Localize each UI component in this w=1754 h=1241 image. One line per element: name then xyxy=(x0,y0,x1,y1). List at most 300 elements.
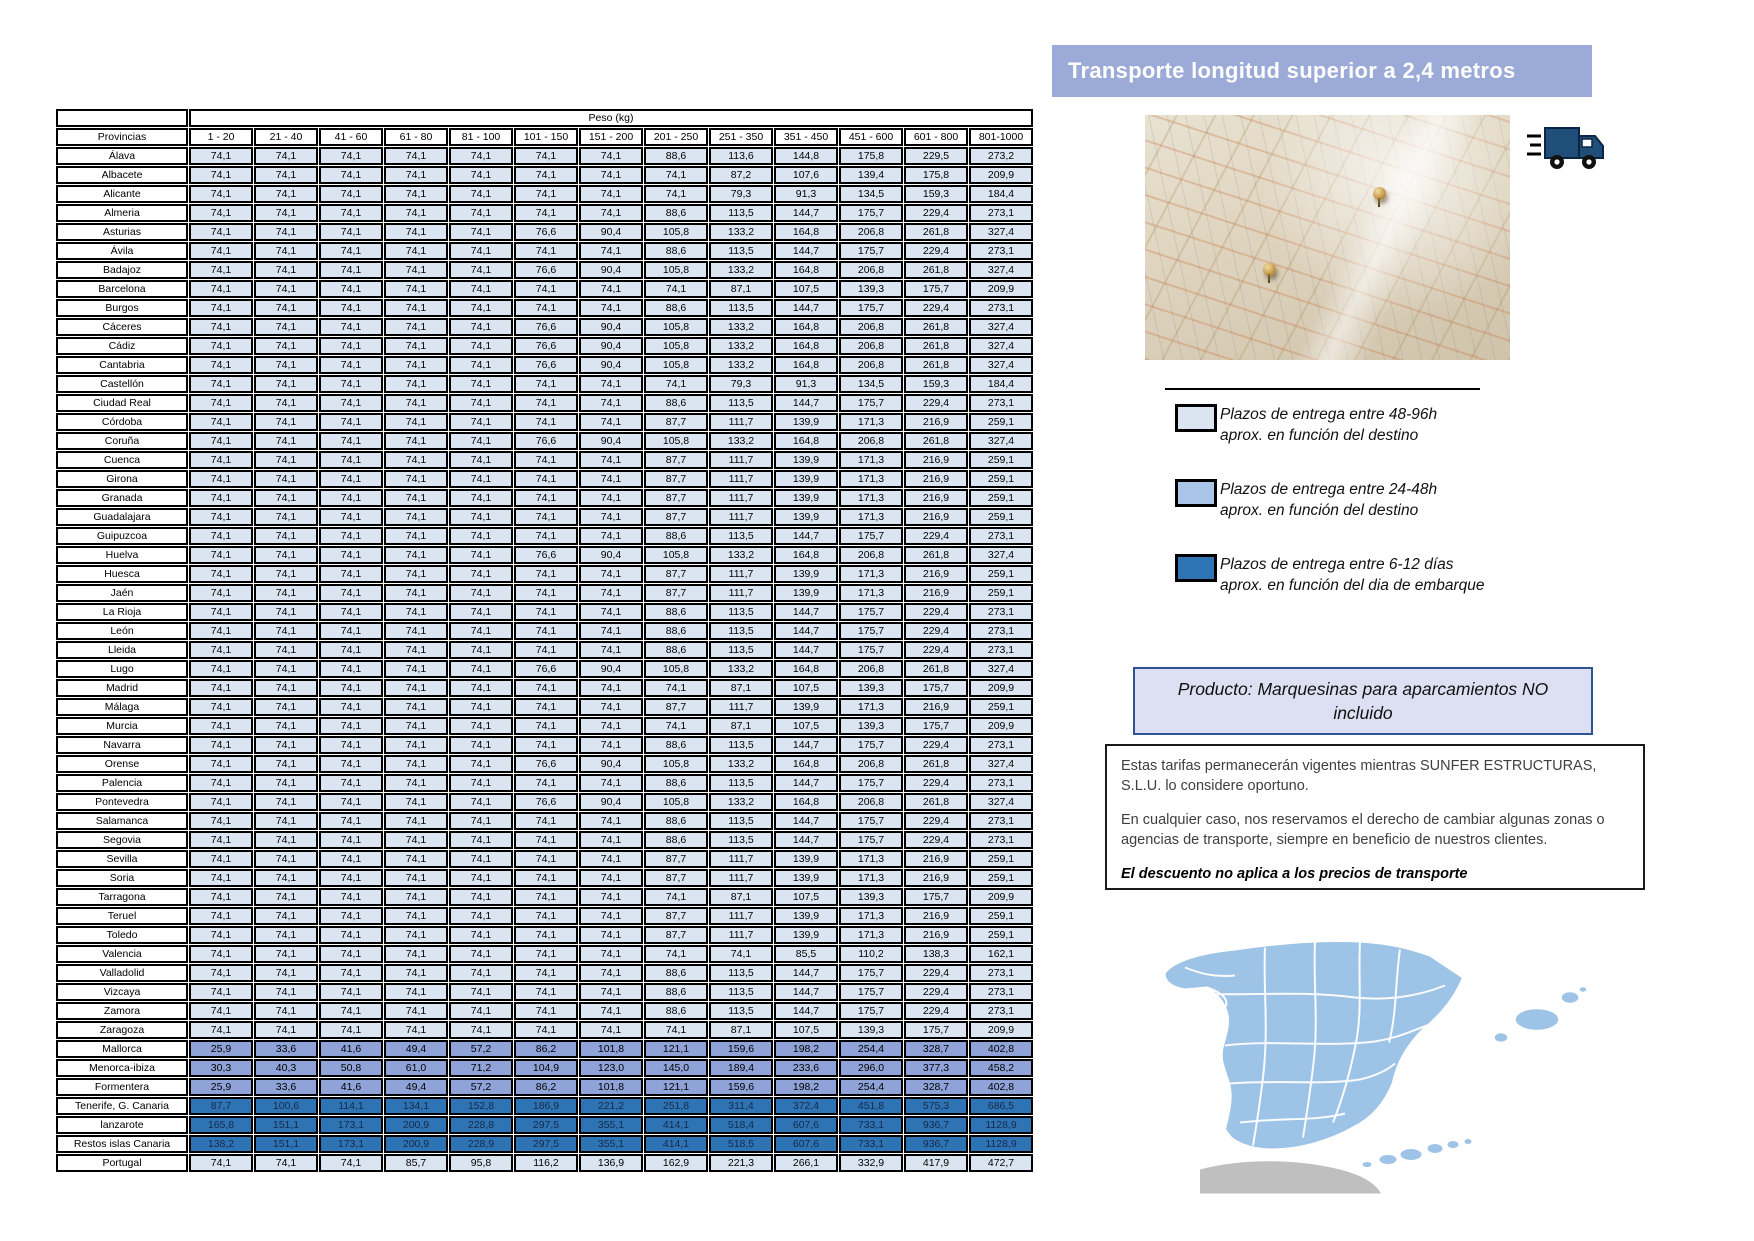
table-row xyxy=(56,546,1033,564)
province-label: Ávila xyxy=(56,242,188,260)
table-cell: 74,1 xyxy=(189,774,253,792)
table-cell: 74,1 xyxy=(189,470,253,488)
table-cell: 74,1 xyxy=(449,679,513,697)
table-cell: 74,1 xyxy=(579,375,643,393)
table-cell: 88,6 xyxy=(644,641,708,659)
province-label: Toledo xyxy=(56,926,188,944)
table-cell: 74,1 xyxy=(449,945,513,963)
table-cell: 111,7 xyxy=(709,926,773,944)
table-cell: 74,1 xyxy=(189,907,253,925)
table-cell: 74,1 xyxy=(384,242,448,260)
province-label: Huesca xyxy=(56,565,188,583)
column-header: 81 - 100 xyxy=(449,128,513,146)
table-cell: 259,1 xyxy=(969,850,1033,868)
table-cell: 175,7 xyxy=(839,527,903,545)
table-cell: 74,1 xyxy=(319,1002,383,1020)
table-row xyxy=(56,1040,1033,1058)
table-cell: 74,1 xyxy=(514,945,578,963)
table-cell: 74,1 xyxy=(514,413,578,431)
table-cell: 74,1 xyxy=(384,964,448,982)
table-cell: 107,5 xyxy=(774,280,838,298)
table-cell: 175,7 xyxy=(839,242,903,260)
table-cell: 105,8 xyxy=(644,337,708,355)
table-cell: 107,5 xyxy=(774,888,838,906)
legend-label: Plazos de entrega entre 24-48h aprox. en función del destino xyxy=(1220,481,1438,519)
table-cell: 74,1 xyxy=(254,546,318,564)
table-cell: 87,1 xyxy=(709,280,773,298)
table-cell: 74,1 xyxy=(579,451,643,469)
table-cell: 74,1 xyxy=(384,1002,448,1020)
table-cell: 87,7 xyxy=(644,451,708,469)
table-cell: 327,4 xyxy=(969,660,1033,678)
table-cell: 74,1 xyxy=(449,470,513,488)
province-label: Jaén xyxy=(56,584,188,602)
table-cell: 86,2 xyxy=(514,1040,578,1058)
map-pin-icon xyxy=(1263,263,1276,276)
terms-paragraph: En cualquier caso, nos reservamos el derecho de cambiar algunas zonas o agencias de transporte, siempre en beneficio de nuestros clientes. xyxy=(1121,812,1605,848)
table-cell: 171,3 xyxy=(839,907,903,925)
table-cell: 74,1 xyxy=(254,204,318,222)
table-cell: 139,9 xyxy=(774,907,838,925)
table-cell: 74,1 xyxy=(189,850,253,868)
table-cell: 686,5 xyxy=(969,1097,1033,1115)
table-cell: 261,8 xyxy=(904,546,968,564)
table-cell: 74,1 xyxy=(189,1002,253,1020)
table-cell: 229,4 xyxy=(904,831,968,849)
table-cell: 113,5 xyxy=(709,242,773,260)
table-cell: 74,1 xyxy=(384,717,448,735)
table-cell: 74,1 xyxy=(189,679,253,697)
table-cell: 74,1 xyxy=(189,831,253,849)
table-cell: 74,1 xyxy=(579,1021,643,1039)
table-cell: 151,1 xyxy=(254,1135,318,1153)
table-cell: 74,1 xyxy=(449,508,513,526)
table-cell: 74,1 xyxy=(189,964,253,982)
table-cell: 88,6 xyxy=(644,774,708,792)
table-cell: 575,3 xyxy=(904,1097,968,1115)
table-cell: 74,1 xyxy=(449,527,513,545)
table-cell: 228,9 xyxy=(449,1135,513,1153)
table-cell: 74,1 xyxy=(189,755,253,773)
table-cell: 74,1 xyxy=(384,793,448,811)
table-cell: 74,1 xyxy=(384,451,448,469)
table-cell: 74,1 xyxy=(189,451,253,469)
table-cell: 74,1 xyxy=(579,166,643,184)
province-label: Tarragona xyxy=(56,888,188,906)
table-cell: 74,1 xyxy=(254,641,318,659)
table-cell: 74,1 xyxy=(579,584,643,602)
column-header: 801-1000 xyxy=(969,128,1033,146)
table-row xyxy=(56,375,1033,393)
column-header: 21 - 40 xyxy=(254,128,318,146)
product-note-box xyxy=(1133,667,1593,735)
table-cell: 74,1 xyxy=(514,622,578,640)
table-row xyxy=(56,622,1033,640)
table-cell: 74,1 xyxy=(254,565,318,583)
table-cell: 74,1 xyxy=(319,242,383,260)
table-row xyxy=(56,470,1033,488)
table-cell: 209,9 xyxy=(969,280,1033,298)
table-cell: 133,2 xyxy=(709,546,773,564)
province-label: Córdoba xyxy=(56,413,188,431)
table-cell: 216,9 xyxy=(904,584,968,602)
table-cell: 144,8 xyxy=(774,147,838,165)
table-cell: 74,1 xyxy=(319,926,383,944)
table-cell: 206,8 xyxy=(839,546,903,564)
table-cell: 113,5 xyxy=(709,964,773,982)
table-cell: 87,7 xyxy=(644,907,708,925)
table-cell: 251,8 xyxy=(644,1097,708,1115)
table-cell: 74,1 xyxy=(384,356,448,374)
table-cell: 74,1 xyxy=(514,451,578,469)
table-cell: 74,1 xyxy=(319,774,383,792)
table-cell: 90,4 xyxy=(579,432,643,450)
table-cell: 139,3 xyxy=(839,888,903,906)
table-cell: 87,7 xyxy=(644,470,708,488)
table-cell: 105,8 xyxy=(644,755,708,773)
table-cell: 261,8 xyxy=(904,432,968,450)
table-cell: 88,6 xyxy=(644,736,708,754)
table-cell: 74,1 xyxy=(449,432,513,450)
table-cell: 74,1 xyxy=(384,204,448,222)
table-cell: 74,1 xyxy=(319,318,383,336)
table-cell: 74,1 xyxy=(449,850,513,868)
table-cell: 74,1 xyxy=(514,527,578,545)
table-cell: 74,1 xyxy=(189,527,253,545)
table-cell: 74,1 xyxy=(319,964,383,982)
legend-label: Plazos de entrega entre 6-12 días aprox. en función del dia de embarque xyxy=(1220,556,1485,594)
table-cell: 74,1 xyxy=(189,641,253,659)
table-cell: 87,7 xyxy=(644,508,708,526)
table-cell: 74,1 xyxy=(514,375,578,393)
table-cell: 74,1 xyxy=(579,147,643,165)
map-photo xyxy=(1145,115,1510,360)
table-cell: 74,1 xyxy=(384,337,448,355)
table-cell: 74,1 xyxy=(384,565,448,583)
table-cell: 175,7 xyxy=(839,736,903,754)
table-cell: 74,1 xyxy=(254,166,318,184)
table-cell: 74,1 xyxy=(579,850,643,868)
table-cell: 74,1 xyxy=(449,489,513,507)
table-cell: 206,8 xyxy=(839,337,903,355)
table-cell: 216,9 xyxy=(904,907,968,925)
table-cell: 206,8 xyxy=(839,793,903,811)
table-cell: 85,5 xyxy=(774,945,838,963)
table-cell: 111,7 xyxy=(709,698,773,716)
table-row xyxy=(56,983,1033,1001)
table-cell: 74,1 xyxy=(189,793,253,811)
table-cell: 216,9 xyxy=(904,565,968,583)
table-cell: 229,4 xyxy=(904,622,968,640)
table-row xyxy=(56,204,1033,222)
table-cell: 206,8 xyxy=(839,432,903,450)
table-cell: 74,1 xyxy=(254,755,318,773)
table-cell: 88,6 xyxy=(644,812,708,830)
table-cell: 74,1 xyxy=(189,622,253,640)
table-cell: 111,7 xyxy=(709,451,773,469)
table-cell: 74,1 xyxy=(384,831,448,849)
table-body xyxy=(56,147,1033,1172)
table-cell: 139,9 xyxy=(774,584,838,602)
table-cell: 936,7 xyxy=(904,1135,968,1153)
table-cell: 74,1 xyxy=(319,413,383,431)
table-cell: 87,1 xyxy=(709,888,773,906)
table-cell: 90,4 xyxy=(579,755,643,773)
table-cell: 164,8 xyxy=(774,793,838,811)
table-cell: 74,1 xyxy=(514,185,578,203)
table-cell: 90,4 xyxy=(579,337,643,355)
table-cell: 74,1 xyxy=(319,394,383,412)
table-cell: 164,8 xyxy=(774,337,838,355)
table-cell: 144,7 xyxy=(774,736,838,754)
table-cell: 113,5 xyxy=(709,831,773,849)
table-cell: 139,9 xyxy=(774,698,838,716)
table-cell: 273,1 xyxy=(969,394,1033,412)
table-cell: 74,1 xyxy=(319,489,383,507)
table-cell: 74,1 xyxy=(254,1154,318,1172)
table-cell: 327,4 xyxy=(969,546,1033,564)
table-cell: 733,1 xyxy=(839,1116,903,1134)
table-row xyxy=(56,1021,1033,1039)
table-cell: 139,4 xyxy=(839,166,903,184)
table-cell: 74,1 xyxy=(319,204,383,222)
table-cell: 74,1 xyxy=(319,850,383,868)
africa-coast-shape xyxy=(1200,1161,1381,1193)
table-cell: 518,4 xyxy=(709,1116,773,1134)
table-cell: 105,8 xyxy=(644,793,708,811)
table-cell: 216,9 xyxy=(904,869,968,887)
table-cell: 144,7 xyxy=(774,622,838,640)
table-cell: 138,3 xyxy=(904,945,968,963)
table-cell: 74,1 xyxy=(514,812,578,830)
province-label: Pontevedra xyxy=(56,793,188,811)
table-cell: 88,6 xyxy=(644,603,708,621)
table-cell: 175,7 xyxy=(904,280,968,298)
table-cell: 414,1 xyxy=(644,1135,708,1153)
table-cell: 175,7 xyxy=(839,831,903,849)
table-cell: 74,1 xyxy=(514,584,578,602)
table-cell: 171,3 xyxy=(839,413,903,431)
table-cell: 259,1 xyxy=(969,907,1033,925)
table-row xyxy=(56,584,1033,602)
table-cell: 229,4 xyxy=(904,394,968,412)
province-label: La Rioja xyxy=(56,603,188,621)
table-cell: 200,9 xyxy=(384,1116,448,1134)
table-cell: 74,1 xyxy=(319,432,383,450)
table-cell: 259,1 xyxy=(969,508,1033,526)
province-label: Granada xyxy=(56,489,188,507)
table-cell: 355,1 xyxy=(579,1135,643,1153)
table-cell: 607,6 xyxy=(774,1116,838,1134)
table-cell: 74,1 xyxy=(384,584,448,602)
price-table xyxy=(55,108,1034,1173)
table-cell: 74,1 xyxy=(514,774,578,792)
table-cell: 105,8 xyxy=(644,546,708,564)
table-cell: 297,5 xyxy=(514,1135,578,1153)
table-cell: 74,1 xyxy=(254,945,318,963)
province-label: Barcelona xyxy=(56,280,188,298)
table-cell: 74,1 xyxy=(319,812,383,830)
table-cell: 259,1 xyxy=(969,489,1033,507)
table-cell: 273,1 xyxy=(969,204,1033,222)
table-cell: 88,6 xyxy=(644,831,708,849)
canary-islands-shape xyxy=(1362,1139,1472,1168)
table-row xyxy=(56,850,1033,868)
corner-cell xyxy=(56,109,188,127)
table-cell: 74,1 xyxy=(254,831,318,849)
table-cell: 74,1 xyxy=(319,356,383,374)
province-label: Madrid xyxy=(56,679,188,697)
table-cell: 74,1 xyxy=(319,261,383,279)
table-cell: 113,5 xyxy=(709,1002,773,1020)
table-cell: 74,1 xyxy=(319,660,383,678)
table-cell: 74,1 xyxy=(449,793,513,811)
table-cell: 164,8 xyxy=(774,546,838,564)
table-cell: 111,7 xyxy=(709,565,773,583)
table-cell: 74,1 xyxy=(254,375,318,393)
table-cell: 216,9 xyxy=(904,470,968,488)
table-row xyxy=(56,565,1033,583)
table-cell: 74,1 xyxy=(319,337,383,355)
table-cell: 261,8 xyxy=(904,261,968,279)
table-cell: 266,1 xyxy=(774,1154,838,1172)
table-cell: 121,1 xyxy=(644,1078,708,1096)
table-cell: 175,8 xyxy=(904,166,968,184)
table-row xyxy=(56,812,1033,830)
table-cell: 104,9 xyxy=(514,1059,578,1077)
table-cell: 74,1 xyxy=(579,1002,643,1020)
table-cell: 74,1 xyxy=(319,983,383,1001)
table-cell: 74,1 xyxy=(189,869,253,887)
table-cell: 136,9 xyxy=(579,1154,643,1172)
terms-paragraph: Estas tarifas permanecerán vigentes mientras SUNFER ESTRUCTURAS, S.L.U. lo considere oportuno. xyxy=(1121,758,1597,794)
table-cell: 206,8 xyxy=(839,261,903,279)
table-cell: 91,3 xyxy=(774,375,838,393)
table-cell: 173,1 xyxy=(319,1135,383,1153)
province-label: Valencia xyxy=(56,945,188,963)
table-cell: 88,6 xyxy=(644,622,708,640)
table-cell: 74,1 xyxy=(384,185,448,203)
table-cell: 74,1 xyxy=(384,698,448,716)
table-cell: 74,1 xyxy=(254,888,318,906)
table-row xyxy=(56,356,1033,374)
table-cell: 229,4 xyxy=(904,983,968,1001)
column-header: 61 - 80 xyxy=(384,128,448,146)
table-cell: 74,1 xyxy=(449,641,513,659)
table-cell: 175,7 xyxy=(904,888,968,906)
table-cell: 76,6 xyxy=(514,318,578,336)
table-cell: 74,1 xyxy=(254,451,318,469)
table-cell: 74,1 xyxy=(449,584,513,602)
table-cell: 936,7 xyxy=(904,1116,968,1134)
column-header: 201 - 250 xyxy=(644,128,708,146)
province-label: Zaragoza xyxy=(56,1021,188,1039)
table-cell: 206,8 xyxy=(839,318,903,336)
table-cell: 134,5 xyxy=(839,375,903,393)
table-cell: 273,1 xyxy=(969,964,1033,982)
table-row xyxy=(56,527,1033,545)
table-cell: 206,8 xyxy=(839,755,903,773)
table-cell: 74,1 xyxy=(579,717,643,735)
table-cell: 171,3 xyxy=(839,565,903,583)
table-row xyxy=(56,907,1033,925)
table-cell: 74,1 xyxy=(449,337,513,355)
table-cell: 327,4 xyxy=(969,432,1033,450)
table-cell: 261,8 xyxy=(904,318,968,336)
table-row xyxy=(56,451,1033,469)
table-row xyxy=(56,1097,1033,1115)
table-cell: 144,7 xyxy=(774,774,838,792)
table-cell: 144,7 xyxy=(774,299,838,317)
table-cell: 209,9 xyxy=(969,717,1033,735)
table-cell: 74,1 xyxy=(709,945,773,963)
table-cell: 74,1 xyxy=(449,261,513,279)
table-cell: 74,1 xyxy=(254,679,318,697)
table-cell: 74,1 xyxy=(514,641,578,659)
table-cell: 133,2 xyxy=(709,432,773,450)
table-cell: 76,6 xyxy=(514,337,578,355)
delivery-legend xyxy=(1175,404,1595,629)
table-cell: 74,1 xyxy=(254,660,318,678)
table-cell: 175,7 xyxy=(839,204,903,222)
table-cell: 74,1 xyxy=(254,850,318,868)
table-cell: 113,5 xyxy=(709,812,773,830)
table-cell: 144,7 xyxy=(774,983,838,1001)
table-cell: 74,1 xyxy=(384,622,448,640)
table-row xyxy=(56,318,1033,336)
table-cell: 74,1 xyxy=(514,926,578,944)
table-cell: 76,6 xyxy=(514,356,578,374)
table-cell: 74,1 xyxy=(319,869,383,887)
table-cell: 74,1 xyxy=(384,318,448,336)
table-row xyxy=(56,394,1033,412)
table-cell: 259,1 xyxy=(969,470,1033,488)
table-cell: 74,1 xyxy=(384,660,448,678)
table-cell: 74,1 xyxy=(449,774,513,792)
table-cell: 209,9 xyxy=(969,1021,1033,1039)
table-cell: 259,1 xyxy=(969,451,1033,469)
table-cell: 133,2 xyxy=(709,660,773,678)
province-label: Albacete xyxy=(56,166,188,184)
table-cell: 175,7 xyxy=(839,983,903,1001)
table-cell: 114,1 xyxy=(319,1097,383,1115)
legend-label: Plazos de entrega entre 48-96h aprox. en función del destino xyxy=(1220,406,1438,444)
table-cell: 74,1 xyxy=(579,926,643,944)
table-cell: 261,8 xyxy=(904,755,968,773)
table-cell: 79,3 xyxy=(709,375,773,393)
table-cell: 152,8 xyxy=(449,1097,513,1115)
table-cell: 144,7 xyxy=(774,641,838,659)
table-cell: 159,6 xyxy=(709,1040,773,1058)
table-cell: 206,8 xyxy=(839,660,903,678)
table-cell: 74,1 xyxy=(449,888,513,906)
table-cell: 175,8 xyxy=(839,147,903,165)
table-row xyxy=(56,926,1033,944)
table-cell: 74,1 xyxy=(319,166,383,184)
province-label: Almeria xyxy=(56,204,188,222)
table-cell: 74,1 xyxy=(189,546,253,564)
column-header: 151 - 200 xyxy=(579,128,643,146)
table-cell: 175,7 xyxy=(839,1002,903,1020)
table-cell: 74,1 xyxy=(319,470,383,488)
table-cell: 74,1 xyxy=(449,736,513,754)
table-cell: 74,1 xyxy=(319,641,383,659)
table-cell: 74,1 xyxy=(579,736,643,754)
table-cell: 74,1 xyxy=(449,223,513,241)
table-cell: 74,1 xyxy=(189,375,253,393)
table-cell: 74,1 xyxy=(384,147,448,165)
table-cell: 164,8 xyxy=(774,318,838,336)
